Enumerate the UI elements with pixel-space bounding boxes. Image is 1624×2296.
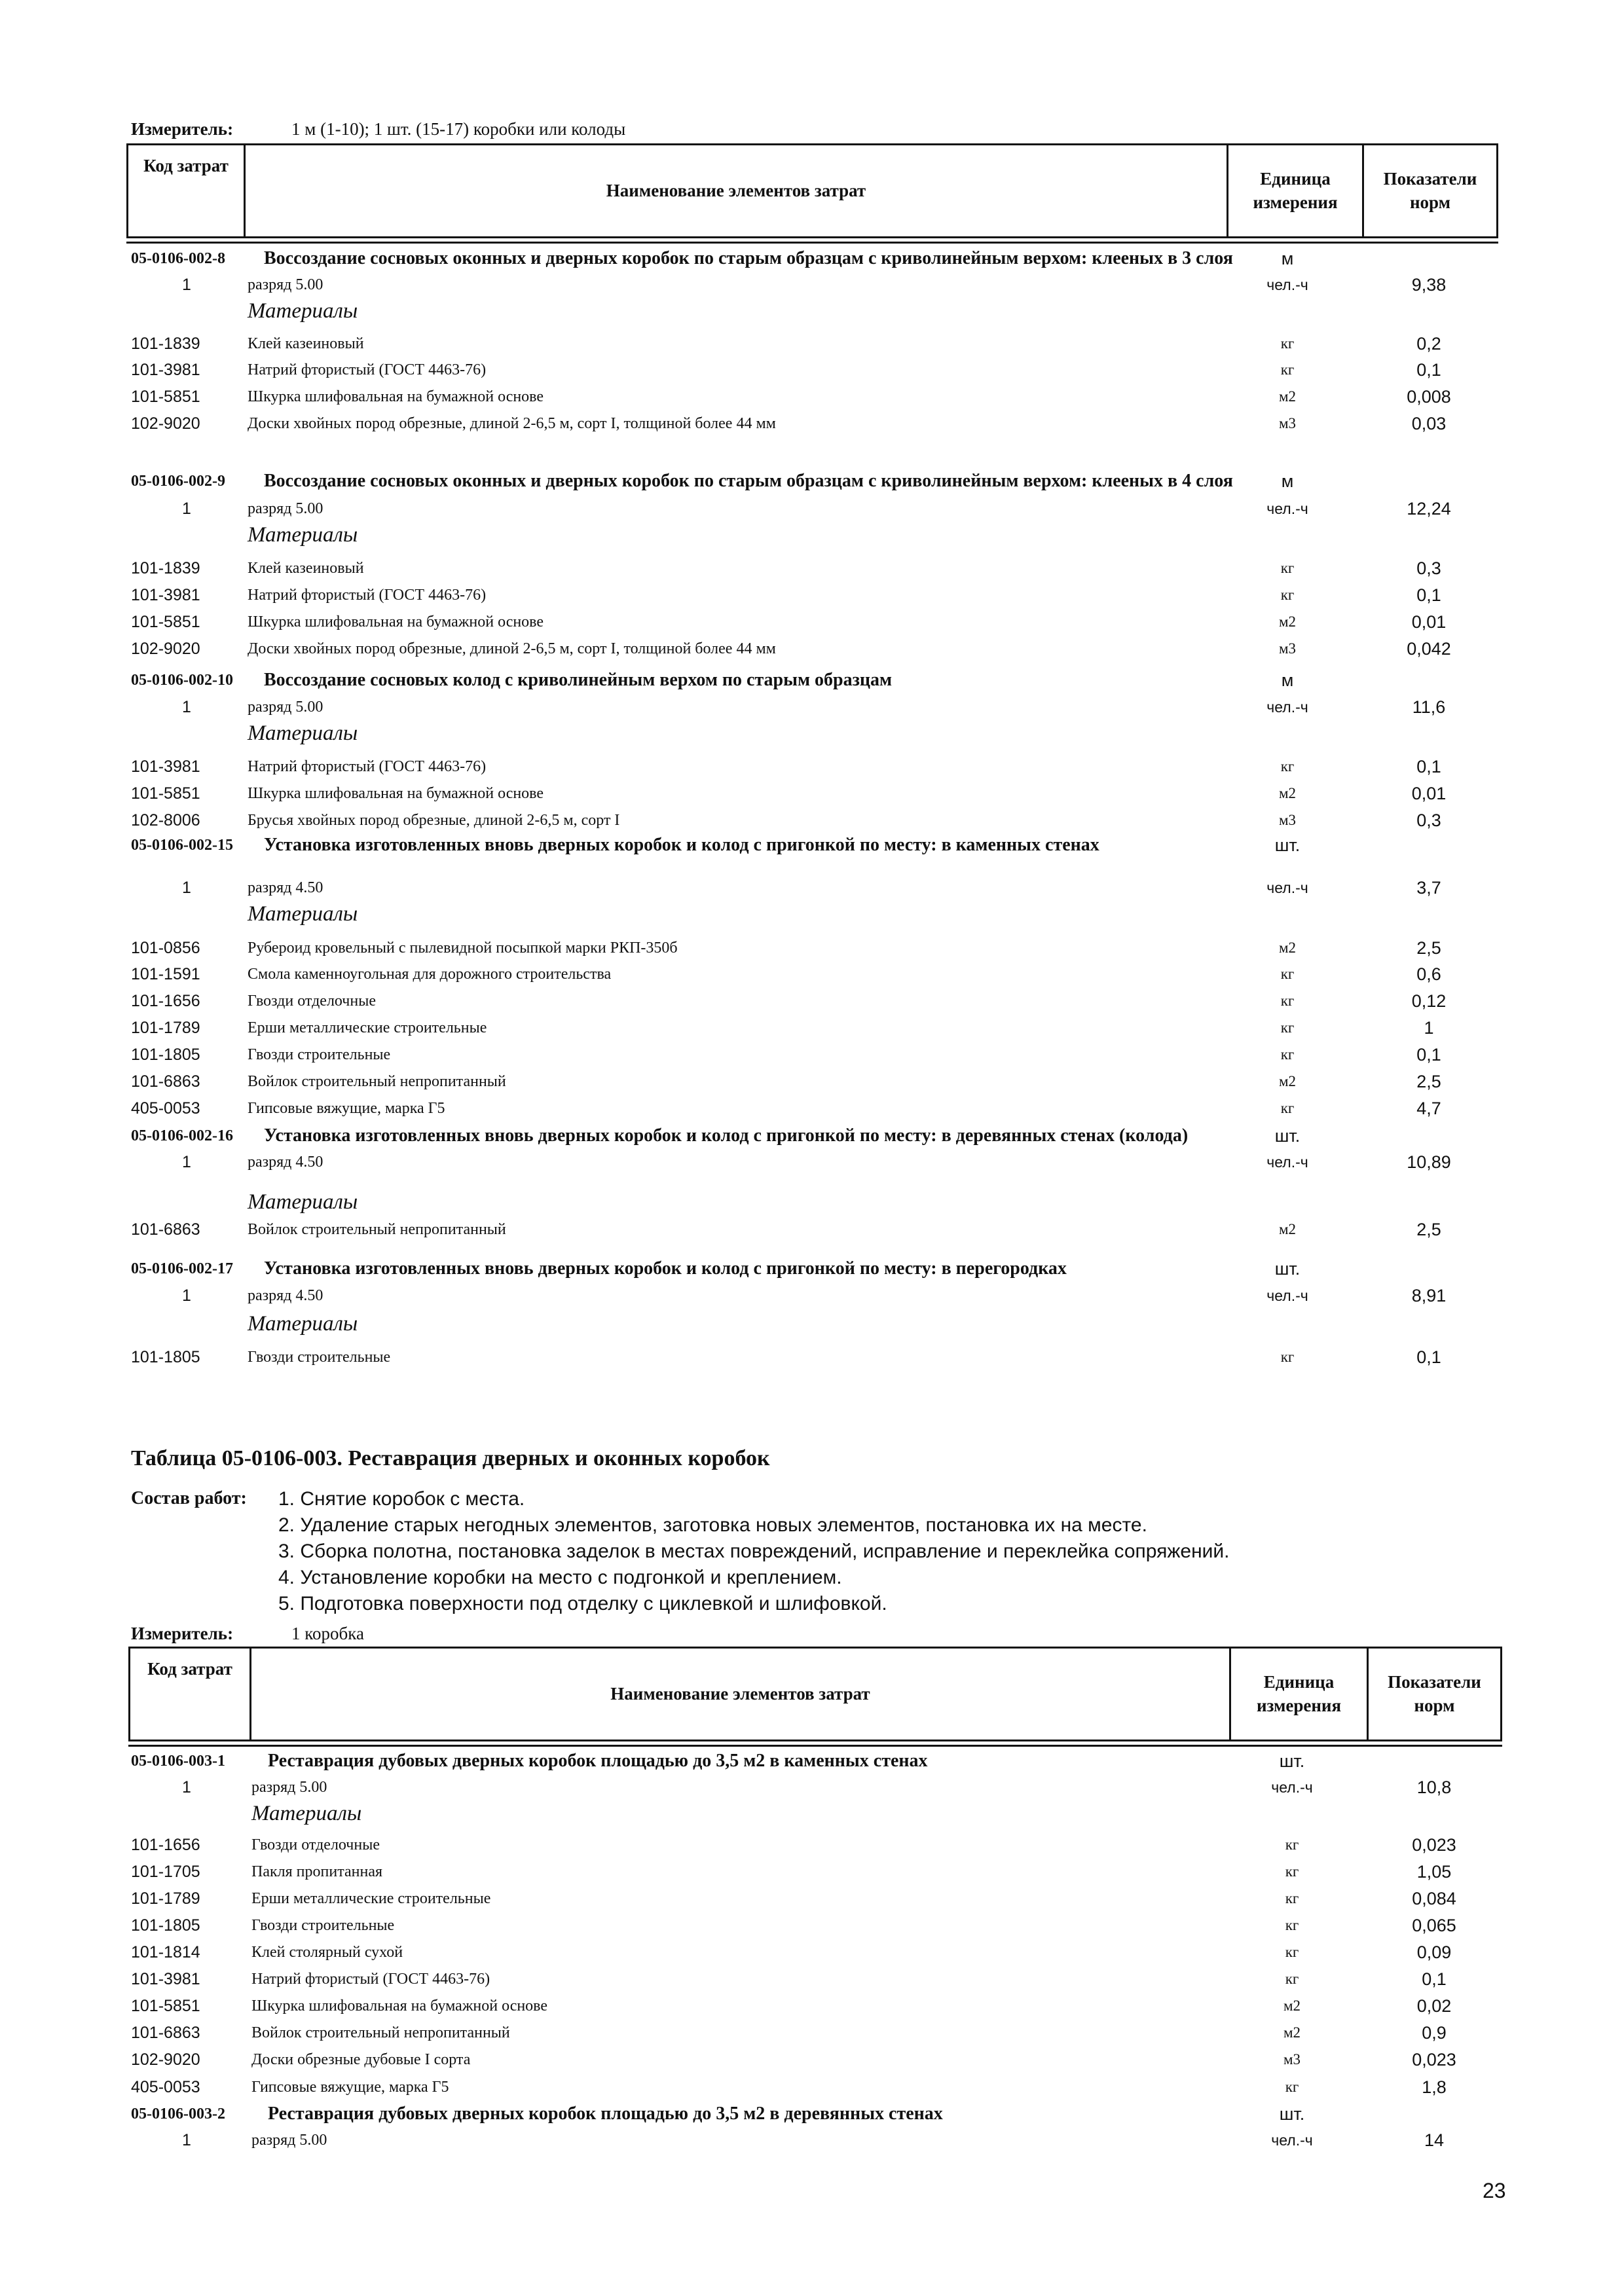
norm-value: 12,24 [1407, 499, 1451, 519]
resource-row [0, 2073, 1624, 2101]
resource-row [0, 807, 1624, 834]
work-item-row [0, 1255, 1624, 1283]
cost-code: 1 [182, 698, 191, 716]
cost-code: 101-1789 [131, 1019, 200, 1037]
element-name: Клей казеиновый [248, 335, 364, 352]
resource-row [0, 1831, 1624, 1859]
resource-row [0, 1068, 1624, 1095]
resource-row [0, 2046, 1624, 2073]
norm-value: 3,7 [1416, 878, 1441, 898]
cost-code: 101-5851 [131, 1997, 200, 2015]
element-name: Натрий фтористый (ГОСТ 4463-76) [248, 587, 487, 604]
unit-of-measure: кг [1280, 1019, 1295, 1036]
element-name: Гвозди строительные [251, 1917, 395, 1934]
measurer-value: 1 коробка [291, 1624, 364, 1643]
resource-row [0, 555, 1624, 582]
element-name: Натрий фтористый (ГОСТ 4463-76) [248, 758, 487, 775]
header-code: Код затрат [143, 156, 229, 175]
header-name: Наименование элементов затрат [244, 145, 1227, 236]
norm-value: 0,023 [1412, 1835, 1456, 1855]
cost-code: 05-0106-003-2 [131, 2105, 225, 2123]
cost-code: 1 [182, 1153, 191, 1171]
norm-value: 0,9 [1422, 2023, 1447, 2043]
element-name: Гвозди строительные [248, 1349, 391, 1366]
resource-row [0, 1095, 1624, 1122]
element-name: Установка изготовленных вновь дверных коробок и колод с пригонкой по месту: в деревянных стенах (колода) [264, 1125, 1189, 1146]
element-name: разряд 5.00 [251, 2132, 327, 2149]
cost-code: 101-5851 [131, 388, 200, 406]
unit-of-measure: м [1281, 670, 1294, 690]
resource-row [0, 1282, 1624, 1309]
norm-value: 0,1 [1416, 757, 1441, 776]
table-header [128, 1647, 1502, 1741]
norm-value: 0,3 [1416, 811, 1441, 830]
unit-of-measure: м2 [1278, 613, 1297, 630]
unit-of-measure: м3 [1278, 415, 1297, 431]
resource-row [0, 383, 1624, 410]
element-name: Войлок строительный непропитанный [251, 2024, 510, 2041]
resource-row [0, 581, 1624, 609]
resource-row [0, 1885, 1624, 1912]
section-row [0, 1800, 1624, 1827]
element-name: Войлок строительный непропитанный [248, 1073, 506, 1090]
resource-row [0, 1148, 1624, 1176]
section-title: Материалы [248, 1312, 358, 1336]
resource-row [0, 780, 1624, 807]
cost-code: 101-1805 [131, 1046, 200, 1064]
unit-of-measure: кг [1280, 335, 1295, 352]
work-item-row [0, 467, 1624, 495]
measurer-label: Измеритель: [131, 119, 234, 139]
header-norm: Показатели норм [1367, 1649, 1500, 1740]
unit-of-measure: чел.-ч [1266, 1154, 1308, 1171]
composition-step: 2. Удаление старых негодных элементов, заготовка новых элементов, постановка их на месте. [278, 1514, 1147, 1536]
norm-value: 14 [1424, 2130, 1445, 2150]
cost-code: 05-0106-002-16 [131, 1127, 233, 1144]
unit-of-measure: кг [1285, 1890, 1299, 1906]
unit-of-measure: чел.-ч [1271, 1779, 1313, 1796]
unit-of-measure: м2 [1278, 388, 1297, 405]
section-title: Материалы [248, 721, 358, 745]
resource-row [0, 356, 1624, 384]
unit-of-measure: шт. [1274, 1259, 1301, 1279]
norm-value: 11,6 [1412, 697, 1446, 717]
element-name: разряд 5.00 [248, 699, 323, 716]
resource-row [0, 960, 1624, 988]
resource-row [0, 753, 1624, 780]
cost-code: 101-3981 [131, 1970, 200, 1988]
element-name: Брусья хвойных пород обрезные, длиной 2-6,5 м, сорт I [248, 812, 620, 829]
element-name: Смола каменноугольная для дорожного строительства [248, 966, 612, 983]
norm-value: 9,38 [1411, 275, 1447, 295]
cost-code: 1 [182, 2131, 191, 2149]
work-item-row [0, 2100, 1624, 2128]
unit-of-measure: м [1281, 249, 1294, 268]
section-row [0, 720, 1624, 747]
cost-code: 102-9020 [131, 414, 200, 433]
norm-value: 0,023 [1412, 2050, 1456, 2069]
unit-of-measure: кг [1280, 758, 1295, 774]
element-name: Установка изготовленных вновь дверных коробок и колод с пригонкой по месту: в каменных стенах [264, 835, 1099, 855]
unit-of-measure: кг [1280, 587, 1295, 603]
norm-value: 0,12 [1411, 991, 1447, 1011]
section-title: Материалы [248, 299, 358, 323]
element-name: разряд 4.50 [248, 1287, 323, 1304]
element-name: Войлок строительный непропитанный [248, 1221, 506, 1238]
composition-step: 1. Снятие коробок с места. [278, 1488, 525, 1510]
unit-of-measure: шт. [1274, 1126, 1301, 1146]
cost-code: 1 [182, 500, 191, 518]
norm-value: 0,03 [1411, 414, 1447, 433]
unit-of-measure: кг [1285, 1944, 1299, 1960]
unit-of-measure: шт. [1279, 2104, 1305, 2124]
header-bottom-rule [128, 1745, 1502, 1747]
unit-of-measure: кг [1280, 560, 1295, 576]
resource-row [0, 1343, 1624, 1371]
cost-code: 101-6863 [131, 1220, 200, 1239]
cost-code: 101-5851 [131, 613, 200, 631]
cost-code: 1 [182, 1286, 191, 1305]
resource-row [0, 2126, 1624, 2154]
resource-row [0, 1912, 1624, 1939]
norm-value: 0,1 [1416, 1347, 1441, 1367]
norm-value: 0,1 [1416, 1045, 1441, 1065]
element-name: Доски хвойных пород обрезные, длиной 2-6,5 м, сорт I, толщиной более 44 мм [248, 415, 776, 432]
cost-code: 102-9020 [131, 2050, 200, 2069]
resource-row [0, 1858, 1624, 1886]
unit-of-measure: м2 [1278, 939, 1297, 956]
cost-code: 101-1591 [131, 965, 200, 983]
cost-code: 101-3981 [131, 757, 200, 776]
element-name: разряд 4.50 [248, 879, 323, 896]
element-name: разряд 4.50 [248, 1154, 323, 1171]
norm-value: 10,8 [1416, 1777, 1452, 1797]
element-name: Натрий фтористый (ГОСТ 4463-76) [248, 361, 487, 378]
resource-row [0, 1774, 1624, 1801]
cost-code: 101-3981 [131, 361, 200, 379]
unit-of-measure: м2 [1283, 1997, 1301, 2014]
composition-step: 5. Подготовка поверхности под отделку с циклевкой и шлифовкой. [278, 1593, 887, 1614]
header-code: Код затрат [147, 1659, 232, 1679]
cost-code: 101-1705 [131, 1863, 200, 1881]
element-name: разряд 5.00 [251, 1779, 327, 1796]
unit-of-measure: чел.-ч [1266, 276, 1308, 293]
norm-value: 0,2 [1416, 334, 1441, 354]
element-name: Шкурка шлифовальная на бумажной основе [248, 785, 544, 802]
composition-label: Состав работ: [131, 1488, 247, 1508]
section-row [0, 521, 1624, 549]
measurer-label: Измеритель: [131, 1624, 234, 1643]
cost-code: 05-0106-003-1 [131, 1753, 225, 1770]
element-name: Гвозди отделочные [248, 993, 376, 1010]
cost-code: 102-9020 [131, 640, 200, 658]
element-name: Гипсовые вяжущие, марка Г5 [251, 2079, 449, 2096]
norm-value: 0,01 [1411, 784, 1447, 803]
measurer-value: 1 м (1-10); 1 шт. (15-17) коробки или колоды [291, 119, 626, 139]
norm-value: 1,05 [1416, 1862, 1452, 1882]
norm-value: 2,5 [1416, 1072, 1441, 1091]
norm-value: 2,5 [1416, 938, 1441, 958]
element-name: Доски хвойных пород обрезные, длиной 2-6,5 м, сорт I, толщиной более 44 мм [248, 640, 776, 657]
section-title: Материалы [248, 902, 358, 926]
unit-of-measure: чел.-ч [1266, 500, 1308, 517]
element-name: Гвозди отделочные [251, 1836, 380, 1853]
unit-of-measure: м2 [1278, 785, 1297, 801]
cost-code: 101-0856 [131, 939, 200, 957]
norm-value: 0,02 [1416, 1996, 1452, 2016]
page-number: 23 [1483, 2179, 1506, 2202]
header-name: Наименование элементов затрат [249, 1649, 1229, 1740]
norm-value: 0,084 [1412, 1889, 1456, 1908]
cost-code: 405-0053 [131, 2078, 200, 2096]
unit-of-measure: шт. [1274, 835, 1301, 855]
element-name: Гипсовые вяжущие, марка Г5 [248, 1100, 445, 1117]
unit-of-measure: кг [1280, 361, 1295, 378]
composition-step: 4. Установление коробки на место с подгонкой и креплением. [278, 1567, 842, 1588]
element-name: Клей столярный сухой [251, 1944, 403, 1961]
element-name: Воссоздание сосновых колод с криволинейным верхом по старым образцам [264, 670, 893, 690]
work-item-row [0, 1122, 1624, 1150]
cost-code: 05-0106-002-10 [131, 672, 233, 689]
element-name: Реставрация дубовых дверных коробок площадью до 3,5 м2 в каменных стенах [268, 1751, 928, 1771]
section-title: Материалы [248, 523, 358, 547]
cost-code: 101-1656 [131, 992, 200, 1010]
table-header [126, 143, 1498, 238]
unit-of-measure: кг [1285, 1971, 1299, 1987]
cost-code: 1 [182, 879, 191, 897]
unit-of-measure: кг [1280, 1046, 1295, 1063]
norm-value: 0,6 [1416, 964, 1441, 984]
unit-of-measure: кг [1285, 2079, 1299, 2095]
section-row [0, 1310, 1624, 1338]
norm-value: 4,7 [1416, 1099, 1441, 1118]
norm-value: 1,8 [1422, 2077, 1447, 2097]
cost-code: 101-6863 [131, 1072, 200, 1091]
work-item-row [0, 245, 1624, 272]
cost-code: 101-1789 [131, 1889, 200, 1908]
norm-value: 0,3 [1416, 558, 1441, 578]
unit-of-measure: м2 [1283, 2024, 1301, 2041]
unit-of-measure: м3 [1278, 640, 1297, 657]
section-title: Материалы [248, 1190, 358, 1214]
element-name: Доски обрезные дубовые I сорта [251, 2051, 471, 2068]
section-title: Материалы [251, 1802, 362, 1825]
element-name: Установка изготовленных вновь дверных коробок и колод с пригонкой по месту: в перегородках [264, 1258, 1067, 1279]
unit-of-measure: м2 [1278, 1073, 1297, 1089]
resource-row [0, 987, 1624, 1015]
cost-code: 101-1814 [131, 1943, 200, 1961]
cost-code: 05-0106-002-17 [131, 1260, 233, 1277]
resource-row [0, 410, 1624, 437]
norm-value: 0,042 [1407, 639, 1451, 659]
cost-code: 101-1839 [131, 559, 200, 577]
resource-row [0, 1965, 1624, 1993]
element-name: Натрий фтористый (ГОСТ 4463-76) [251, 1971, 490, 1988]
element-name: Воссоздание сосновых оконных и дверных коробок по старым образцам с криволинейным верхом: клееных в 3 слоя [264, 248, 1233, 268]
norm-value: 0,008 [1407, 387, 1451, 407]
unit-of-measure: чел.-ч [1266, 879, 1308, 896]
header-unit: Единица измерения [1229, 1649, 1367, 1740]
resource-row [0, 330, 1624, 357]
element-name: Гвозди строительные [248, 1046, 391, 1063]
unit-of-measure: кг [1280, 993, 1295, 1009]
norm-value: 2,5 [1416, 1220, 1441, 1239]
resource-row [0, 2019, 1624, 2047]
element-name: Пакля пропитанная [251, 1863, 383, 1880]
element-name: Клей казеиновый [248, 560, 364, 577]
resource-row [0, 1041, 1624, 1068]
cost-code: 102-8006 [131, 811, 200, 829]
cost-code: 101-1839 [131, 335, 200, 353]
element-name: Ерши металлические строительные [248, 1019, 487, 1036]
cost-code: 101-5851 [131, 784, 200, 803]
element-name: Шкурка шлифовальная на бумажной основе [248, 388, 544, 405]
cost-code: 05-0106-002-8 [131, 250, 225, 267]
unit-of-measure: кг [1280, 1100, 1295, 1116]
element-name: Рубероид кровельный с пылевидной посыпкой марки РКП-350б [248, 939, 678, 957]
norm-value: 10,89 [1407, 1152, 1451, 1172]
cost-code: 05-0106-002-15 [131, 837, 233, 854]
norm-value: 0,065 [1412, 1916, 1456, 1935]
unit-of-measure: чел.-ч [1266, 1287, 1308, 1304]
section-row [0, 297, 1624, 325]
cost-code: 101-3981 [131, 586, 200, 604]
norm-value: 8,91 [1411, 1286, 1447, 1305]
element-name: Воссоздание сосновых оконных и дверных коробок по старым образцам с криволинейным верхом: клееных в 4 слоя [264, 471, 1233, 491]
norm-value: 0,1 [1416, 585, 1441, 605]
unit-of-measure: м2 [1278, 1221, 1297, 1237]
section-row [0, 900, 1624, 928]
unit-of-measure: шт. [1279, 1751, 1305, 1771]
resource-row [0, 1939, 1624, 1966]
unit-of-measure: м [1281, 471, 1294, 491]
unit-of-measure: кг [1285, 1917, 1299, 1933]
resource-row [0, 1992, 1624, 2020]
work-item-row [0, 666, 1624, 694]
header-unit: Единица измерения [1227, 145, 1362, 236]
unit-of-measure: м3 [1278, 812, 1297, 828]
element-name: разряд 5.00 [248, 500, 323, 517]
cost-code: 101-6863 [131, 2024, 200, 2042]
unit-of-measure: кг [1285, 1863, 1299, 1880]
resource-row [0, 635, 1624, 663]
cost-code: 101-1805 [131, 1916, 200, 1935]
resource-row [0, 874, 1624, 902]
resource-row [0, 271, 1624, 299]
resource-row [0, 934, 1624, 962]
norm-value: 0,01 [1411, 612, 1447, 632]
resource-row [0, 693, 1624, 721]
cost-code: 405-0053 [131, 1099, 200, 1118]
unit-of-measure: м3 [1283, 2051, 1301, 2068]
cost-code: 1 [182, 276, 191, 294]
unit-of-measure: кг [1280, 1349, 1295, 1365]
cost-code: 101-1656 [131, 1836, 200, 1854]
element-name: Шкурка шлифовальная на бумажной основе [251, 1997, 548, 2014]
cost-code: 101-1805 [131, 1348, 200, 1366]
norm-value: 0,09 [1416, 1942, 1452, 1962]
header-norm: Показатели норм [1362, 145, 1496, 236]
cost-code: 05-0106-002-9 [131, 473, 225, 490]
cost-code: 1 [182, 1778, 191, 1796]
work-item-row [0, 1747, 1624, 1775]
norm-value: 0,1 [1416, 360, 1441, 380]
norm-value: 1 [1424, 1018, 1434, 1038]
section-row [0, 1188, 1624, 1216]
norm-value: 0,1 [1422, 1969, 1447, 1989]
table-caption: Таблица 05-0106-003. Реставрация дверных и оконных коробок [131, 1446, 770, 1470]
composition-step: 3. Сборка полотна, постановка заделок в местах повреждений, исправление и переклейка сопряжений. [278, 1540, 1230, 1562]
element-name: Ерши металлические строительные [251, 1890, 491, 1907]
unit-of-measure: кг [1280, 966, 1295, 982]
unit-of-measure: чел.-ч [1271, 2132, 1313, 2149]
unit-of-measure: чел.-ч [1266, 699, 1308, 716]
work-item-row [0, 831, 1624, 859]
resource-row [0, 1014, 1624, 1042]
resource-row [0, 495, 1624, 522]
element-name: Шкурка шлифовальная на бумажной основе [248, 613, 544, 630]
element-name: Реставрация дубовых дверных коробок площадью до 3,5 м2 в деревянных стенах [268, 2104, 943, 2124]
resource-row [0, 1216, 1624, 1243]
header-bottom-rule [126, 242, 1498, 244]
element-name: разряд 5.00 [248, 276, 323, 293]
unit-of-measure: кг [1285, 1836, 1299, 1853]
resource-row [0, 608, 1624, 636]
